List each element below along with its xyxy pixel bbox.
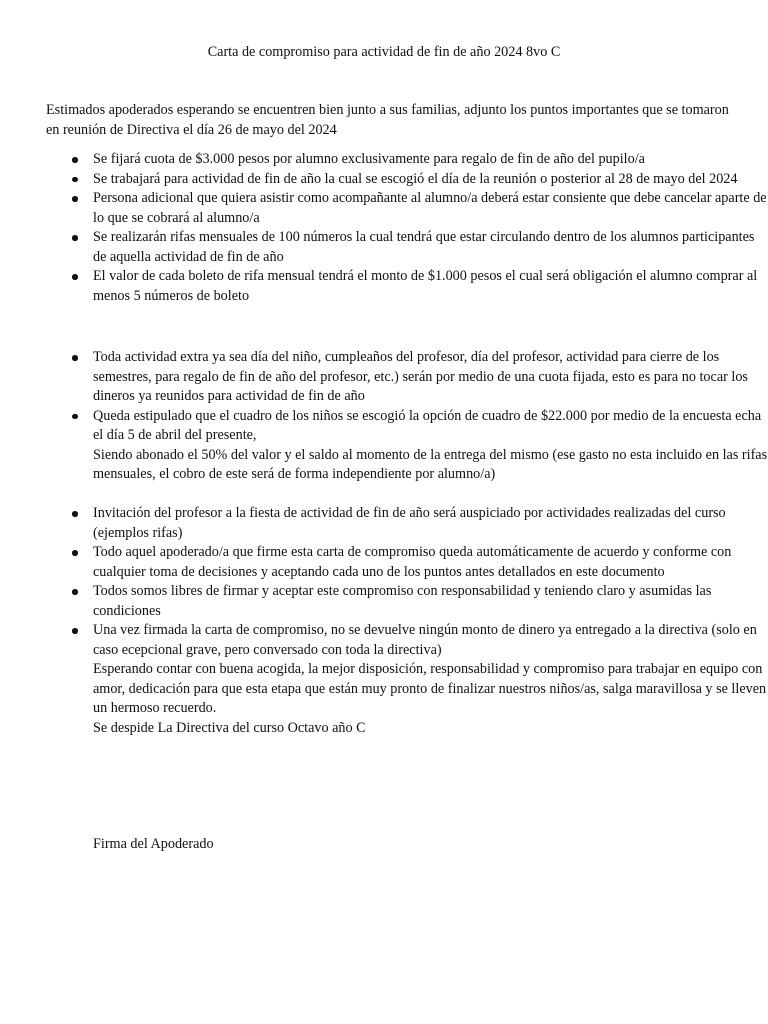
list-item: Se trabajará para actividad de fin de año la cual se escogió el día de la reunión o posterior al 28 de mayo del 2024 (93, 170, 768, 190)
list-item: Todo aquel apoderado/a que firme esta carta de compromiso queda automáticamente de acuerdo y conforme con cualquier toma de decisiones y aceptando cada uno de los puntos antes detallados en este documento (93, 543, 768, 582)
closing-paragraph: Esperando contar con buena acogida, la mejor disposición, responsabilidad y compromiso para trabajar en equipo con amor, dedicación para que esta etapa que están muy pronto de finalizar nuestros niños/as, salga maravillosa y se lleven un hermoso recuerdo. (93, 661, 767, 716)
list-item-continuation: Siendo abonado el 50% del valor y el saldo al momento de la entrega del mismo (ese gasto no esta incluido en las rifas mensuales, el cobro de este será de forma independiente por alumno/a) (93, 446, 768, 482)
list-item (93, 407, 768, 485)
list-item: Invitación del profesor a la fiesta de actividad de fin de año será auspiciado por actividades realizadas del curso (ejemplos rifas) (93, 504, 768, 543)
list-item: Se fijará cuota de $3.000 pesos por alumno exclusivamente para regalo de fin de año del pupilo/a (93, 150, 768, 170)
farewell-line: Se despide La Directiva del curso Octavo año C (93, 719, 366, 736)
list-item-text: Queda estipulado que el cuadro de los niños se escogió la opción de cuadro de $22.000 por medio de la encuesta echa el día 5 de abril del presente, (93, 407, 762, 443)
list-item (93, 621, 768, 738)
list-item: El valor de cada boleto de rifa mensual tendrá el monto de $1.000 pesos el cual será obligación el alumno comprar al menos 5 números de boleto (93, 267, 768, 306)
document-title: Carta de compromiso para actividad de fin de año 2024 8vo C (207, 44, 561, 60)
list-item: Todos somos libres de firmar y aceptar este compromiso con responsabilidad y teniendo claro y asumidas las condiciones (93, 582, 768, 621)
commitment-list-1 (46, 150, 768, 306)
list-item: Persona adicional que quiera asistir como acompañante al alumno/a deberá estar consiente que debe cancelar aparte de lo que se cobrará al alumno/a (93, 189, 768, 228)
list-item: Toda actividad extra ya sea día del niño, cumpleaños del profesor, día del profesor, actividad para cierre de los semestres, para regalo de fin de año del profesor, etc.) serán por medio de una cuota fijada, esto es para no tocar los dineros ya reunidos para actividad de fin de año (93, 348, 768, 407)
commitment-list-2 (46, 348, 768, 485)
list-item: Se realizarán rifas mensuales de 100 números la cual tendrá que estar circulando dentro de los alumnos participantes de aquella actividad de fin de año (93, 228, 768, 267)
signature-label: Firma del Apoderado (93, 836, 214, 852)
intro-paragraph: Estimados apoderados esperando se encuentren bien junto a sus familias, adjunto los puntos importantes que se tomaron en reunión de Directiva el día 26 de mayo del 2024 (46, 102, 729, 138)
commitment-list-3 (46, 504, 768, 738)
list-item-text: Una vez firmada la carta de compromiso, no se devuelve ningún monto de dinero ya entregado a la directiva (solo en caso ecepcional grave, pero conversado con toda la directiva) (93, 622, 757, 658)
